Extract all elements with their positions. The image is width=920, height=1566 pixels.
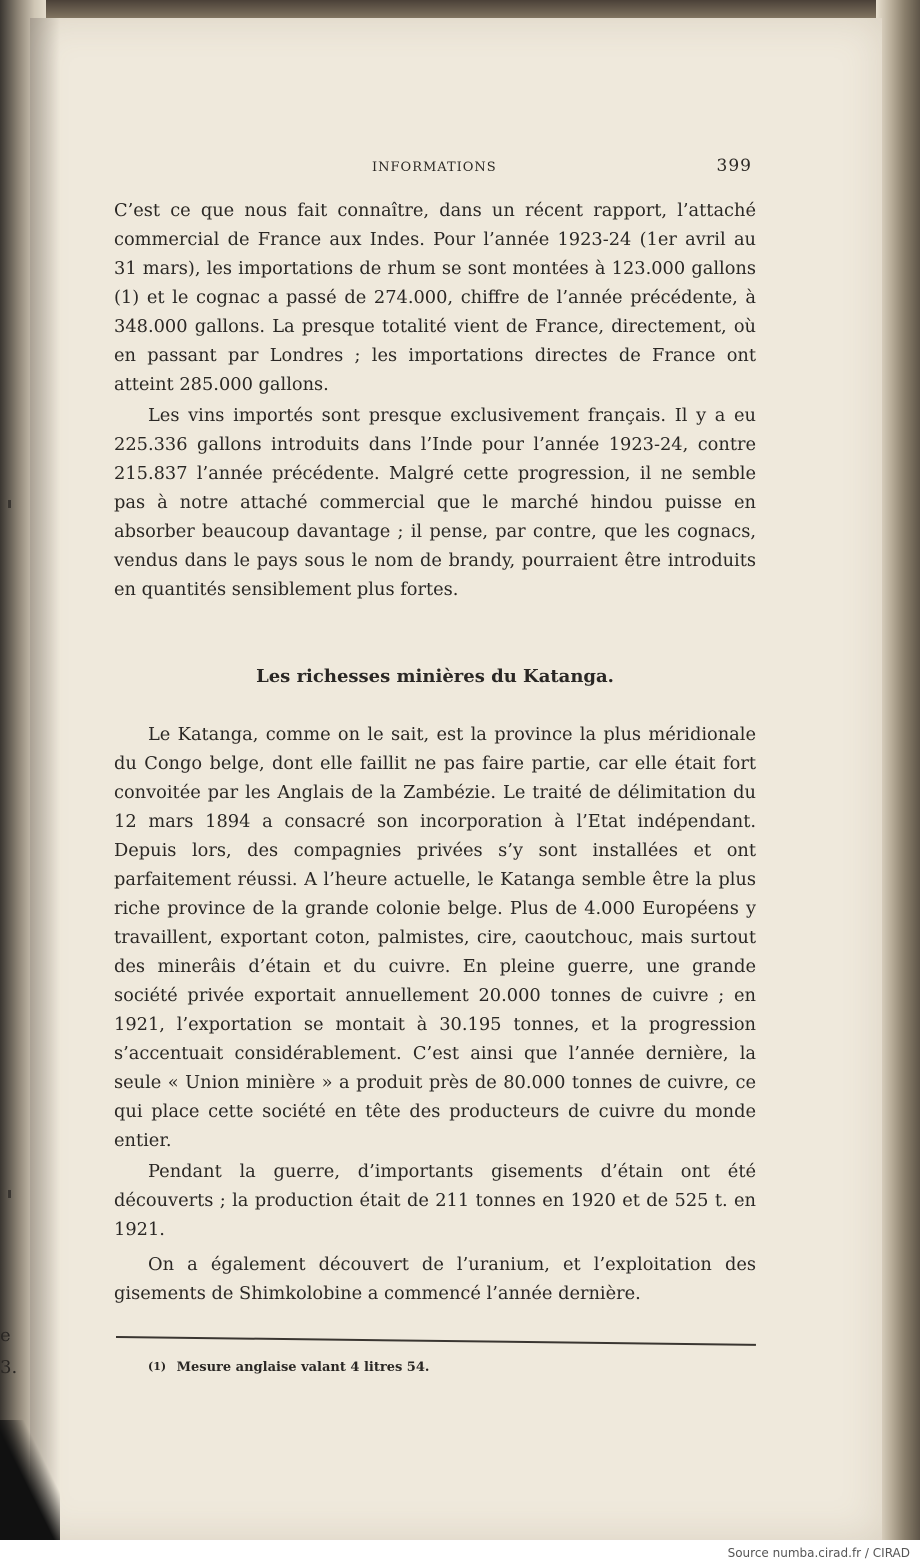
footnote: [148, 1360, 748, 1375]
margin-tick: [8, 1190, 11, 1198]
text-block-katanga: [114, 720, 756, 1308]
section-heading: Les richesses minières du Katanga.: [256, 666, 614, 687]
paragraph: Pendant la guerre, d’importants gisements d’étain ont été découverts ; la production était de 211 tonnes en 1920 et de 525 t. en 1921.: [114, 1161, 756, 1240]
source-credit: Source numba.cirad.fr / CIRAD: [727, 1546, 910, 1560]
paragraph: Le Katanga, comme on le sait, est la province la plus méridionale du Congo belge, dont elle faillit ne pas faire partie, car elle était fort convoitée par les Anglais de la Zambézie. Le traité de délimitation du 12 mars 1894 a consacré son incorporation à l’Etat indépendant. Depuis lors, des compagnies privées s’y sont installées et ont parfaitement réussi. A l’heure actuelle, le Katanga semble être la plus riche province de la grande colonie belge. Plus de 4.000 Européens y travaillent, exportant coton, palmistes, cire, caoutchouc, mais surtout des minerâis d’étain et du cuivre. En pleine guerre, une grande société privée exportait annuellement 20.000 tonnes de cuivre ; en 1921, l’exportation se montait à 30.195 tonnes, et la progression s’accentuait considérablement. C’est ainsi que l’année dernière, la seule « Union minière » a produit près de 80.000 tonnes de cuivre, ce qui place cette société en tête des producteurs de cuivre du monde entier.: [114, 724, 756, 1151]
margin-tick: [8, 500, 11, 508]
spine-shadow: [30, 18, 60, 1540]
page-stack-edge: [876, 0, 920, 1540]
facing-page-letter: e: [0, 1325, 11, 1346]
paragraph: Les vins importés sont presque exclusivement français. Il y a eu 225.336 gallons introduits dans l’Inde pour l’année 1923-24, contre 215.837 l’année précédente. Malgré cette progression, il ne semble pas à notre attaché commercial que le marché hindou puisse en absorber beaucoup davantage ; il pense, par contre, que les cognacs, vendus dans le pays sous le nom de brandy, pourraient être introduits en quantités sensiblement plus fortes.: [114, 405, 756, 600]
facing-page-letter: 3.: [0, 1357, 18, 1378]
facing-page-fragments: [0, 1320, 17, 1384]
page-number: 399: [716, 156, 752, 176]
text-block-top: [114, 196, 756, 604]
footnote-text: Mesure anglaise valant 4 litres 54.: [176, 1360, 430, 1375]
footnote-marker: (1): [148, 1360, 167, 1373]
running-header: [100, 158, 760, 182]
paragraph: On a également découvert de l’uranium, et l’exploitation des gisements de Shimkolobine a commencé l’année dernière.: [114, 1254, 756, 1304]
paragraph: C’est ce que nous fait connaître, dans un récent rapport, l’attaché commercial de France aux Indes. Pour l’année 1923-24 (1er avril au 31 mars), les importations de rhum se sont montées à 123.000 gallons (1) et le cognac a passé de 274.000, chiffre de l’année précédente, à 348.000 gallons. La presque totalité vient de France, directement, où en passant par Londres ; les importations directes de France ont atteint 285.000 gallons.: [114, 200, 756, 395]
corner-shadow: [0, 1420, 60, 1540]
running-title: INFORMATIONS: [372, 160, 497, 175]
